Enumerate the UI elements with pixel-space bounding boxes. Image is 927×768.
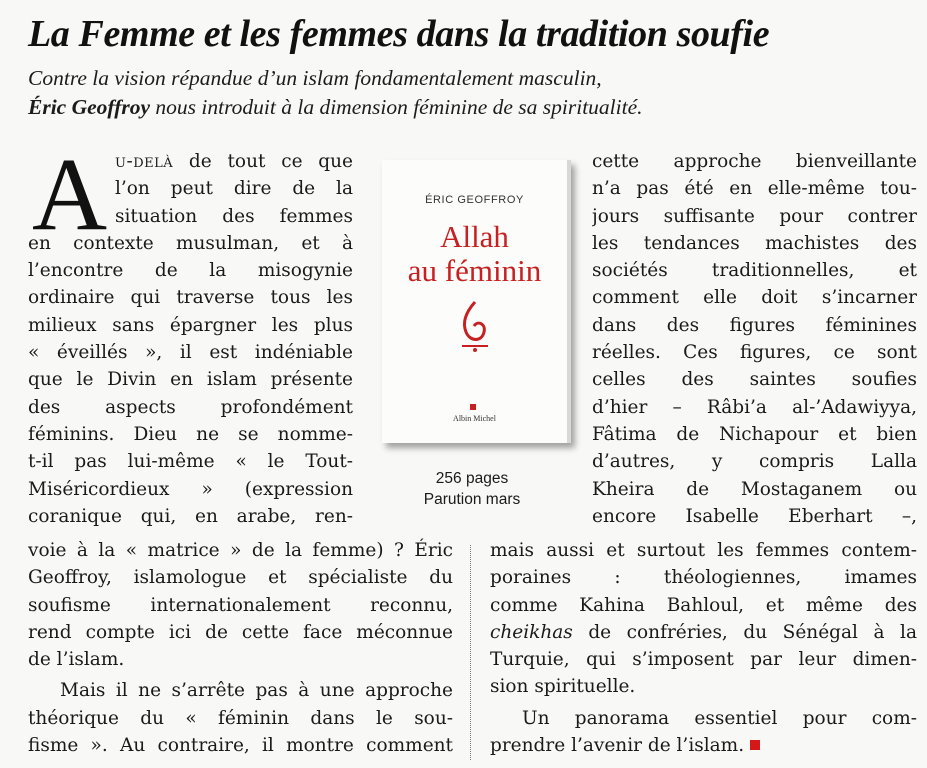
- book-caption: [392, 468, 552, 510]
- calligraphy-emblem-icon: [454, 298, 496, 354]
- article-subtitle: [28, 64, 908, 122]
- column-divider: [470, 545, 471, 760]
- text-line: milieux sans épargner les plus: [28, 314, 353, 336]
- text-line: Miséricordieux » (expression: [28, 478, 353, 500]
- text-line: ordinaire qui traverse tous les: [28, 287, 353, 309]
- text-line: Geoffroy, islamologue et spécialiste du: [28, 567, 453, 589]
- text-line: Kheira de Mostaganem ou: [592, 478, 917, 500]
- text-line: l’on peut dire de la: [115, 178, 353, 200]
- book-title-line-1: Allah: [440, 219, 509, 254]
- text-line: poraines : théologiennes, imames: [490, 567, 917, 589]
- text-line: réelles. Ces figures, ce sont: [592, 342, 917, 364]
- text-line: u-delà de tout ce que: [115, 151, 353, 172]
- text-line: théorique du « féminin dans le sou-: [28, 707, 453, 729]
- text-line: féminins. Dieu ne se nomme-: [28, 423, 353, 445]
- text-line: fisme ». Au contraire, il montre comment: [28, 735, 453, 757]
- text-line: de l’islam.: [28, 649, 125, 671]
- text-line: situation des femmes: [115, 205, 353, 227]
- subtitle-line-1: Contre la vision répandue d’un islam fondamentalement masculin,: [28, 66, 602, 90]
- cheikhas-word: cheikhas: [490, 621, 573, 643]
- text-line: Mais il ne s’arrête pas à une approche: [60, 680, 453, 702]
- text-line: celles des saintes soufies: [592, 369, 917, 391]
- text-line: l’encontre de la misogynie: [28, 260, 353, 282]
- text-line: cheikhas de confréries, du Sénégal à la: [490, 621, 917, 643]
- book-title-line-2: au féminin: [407, 253, 542, 288]
- text-line: comme Kahina Bahloul, et même des: [490, 594, 917, 616]
- text-line: « éveillés », il est indéniable: [28, 342, 353, 364]
- book-title: [382, 220, 567, 288]
- text-line: coranique qui, en arabe, ren-: [28, 505, 353, 527]
- text-line: soufisme internationalement reconnu,: [28, 594, 453, 616]
- caption-release: Parution mars: [423, 491, 521, 508]
- text-line: Turquie, qui s’imposent par leur dimen-: [490, 649, 917, 671]
- lead-smallcaps: u-delà: [115, 151, 174, 172]
- text-line: mais aussi et surtout les femmes contem-: [490, 540, 917, 561]
- text-line: cette approche bienveillante: [592, 151, 917, 172]
- text-line: d’autres, y compris Lalla: [592, 451, 917, 473]
- subtitle-line-2-rest: nous introduit à la dimension féminine de sa spiritualité.: [150, 95, 643, 119]
- end-mark-icon: [750, 740, 760, 750]
- text-line: sociétés traditionnelles, et: [592, 260, 917, 282]
- text-line: en contexte musulman, et à: [28, 232, 353, 254]
- publisher-mark-icon: [470, 404, 476, 410]
- caption-pages: 256 pages: [435, 470, 509, 487]
- text-line: jours suffisante pour contrer: [592, 205, 917, 227]
- book-cover: [382, 160, 571, 443]
- text-line: d’hier – Râbi’a al-’Adawiyya,: [592, 396, 917, 418]
- column-1-top: [28, 137, 353, 530]
- text-line: rend compte ici de cette face méconnue: [28, 621, 453, 643]
- text-line: encore Isabelle Eberhart –,: [592, 505, 917, 527]
- text-line: dans des figures féminines: [592, 314, 917, 336]
- book-publisher: Albin Michel: [453, 414, 496, 423]
- text-line: prendre l’avenir de l’islam.: [490, 732, 917, 759]
- article-title: La Femme et les femmes dans la tradition soufie: [28, 13, 770, 55]
- text-line: les tendances machistes des: [592, 232, 917, 254]
- text-line: n’a pas été en elle-même tou-: [592, 178, 917, 200]
- text-line: Un panorama essentiel pour com-: [522, 707, 917, 729]
- text-line: voie à la « matrice » de la femme) ? Éric: [28, 540, 453, 561]
- text-line: que le Divin en islam présente: [28, 369, 353, 391]
- text-line: sion spirituelle.: [490, 676, 636, 698]
- text-line: Fâtima de Nichapour et bien: [592, 423, 917, 445]
- column-2-bottom: [490, 537, 917, 759]
- column-1-bottom: [28, 537, 453, 759]
- text-line: comment elle doit s’incarner: [592, 287, 917, 309]
- subtitle-line-2: [28, 93, 908, 122]
- column-2-top: [592, 148, 917, 530]
- text-line: des aspects profondément: [28, 396, 353, 418]
- text-line: t-il pas lui-même « le Tout-: [28, 451, 353, 473]
- book-author: ÉRIC GEOFFROY: [425, 194, 524, 206]
- drop-cap: A: [32, 137, 108, 252]
- subtitle-author: Éric Geoffroy: [28, 95, 151, 119]
